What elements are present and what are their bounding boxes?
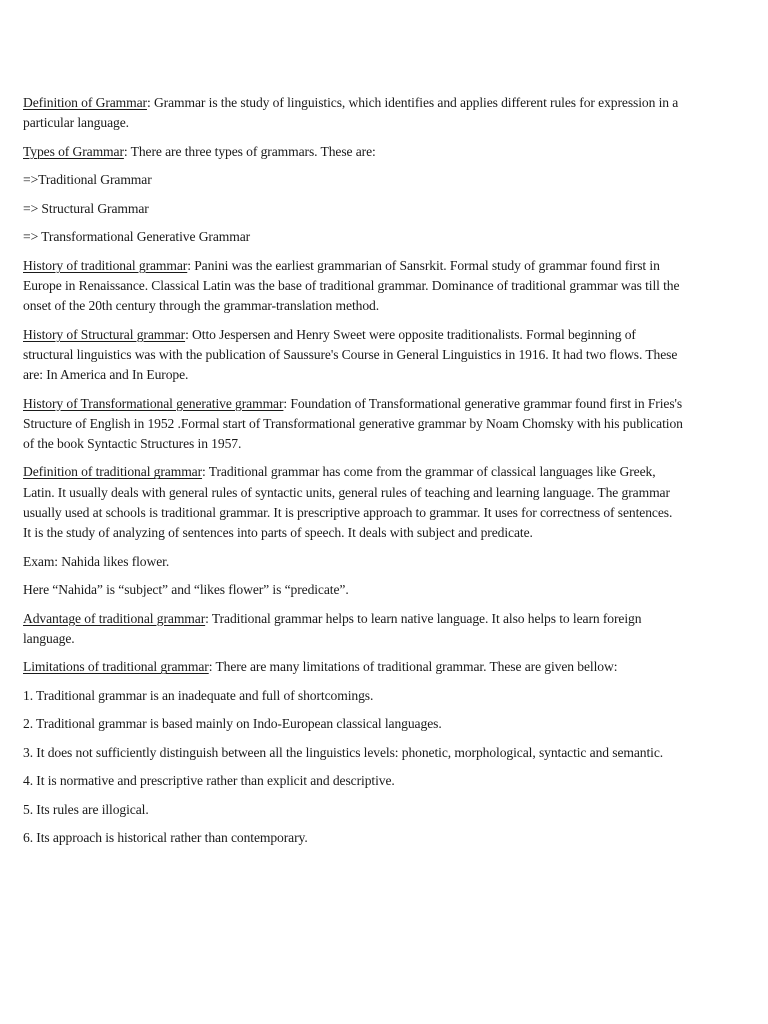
limitation-item-5 xyxy=(23,800,683,820)
limitation-item-6 xyxy=(23,828,683,848)
paragraph-history-transformational xyxy=(23,394,683,455)
paragraph-text: Exam: Nahida likes flower. xyxy=(23,553,170,569)
term-heading: Definition of Grammar xyxy=(23,95,147,110)
paragraph-text: 1. Traditional grammar is an inadequate and full of shortcomings. xyxy=(23,687,374,703)
paragraph-text: : Foundation of Transformational generative grammar found first in Fries's Structure of English in 1952 .Formal start of Transformational generative grammar by Noam Chomsky with his publication of the book Syntactic Structures in 1957. xyxy=(23,395,683,451)
term-heading: Advantage of traditional grammar xyxy=(23,610,206,626)
paragraph-text: 3. It does not sufficiently distinguish between all the linguistics levels: phonetic, morphological, syntactic and semantic. xyxy=(23,744,664,760)
term-heading: History of Transformational generative grammar xyxy=(23,395,284,411)
limitation-item-4 xyxy=(23,771,683,791)
paragraph-text: 6. Its approach is historical rather than contemporary. xyxy=(23,830,308,846)
paragraph-definition-traditional xyxy=(23,462,683,543)
paragraph-example-explanation xyxy=(23,580,683,600)
term-heading: Limitations of traditional grammar xyxy=(23,659,209,675)
paragraph-limitations xyxy=(23,657,683,677)
paragraph-text: Here “Nahida” is “subject” and “likes flower” is “predicate”. xyxy=(23,582,349,598)
list-item-traditional-grammar xyxy=(23,170,683,190)
limitation-item-3 xyxy=(23,743,683,763)
paragraph-example xyxy=(23,552,683,572)
paragraph-text: : Otto Jespersen and Henry Sweet were opposite traditionalists. Formal beginning of structural linguistics was with the publication of Saussure's Course in General Linguistics in 1916. It had two flows. These are: In America and In Europe. xyxy=(23,326,678,383)
document-body xyxy=(23,93,683,857)
limitation-item-1 xyxy=(23,686,683,706)
term-heading: Definition of traditional grammar xyxy=(23,464,203,480)
paragraph-text: : There are three types of grammars. These are: xyxy=(123,143,376,159)
paragraph-text: 2. Traditional grammar is based mainly on Indo-European classical languages. xyxy=(23,716,442,732)
term-heading: Types of Grammar xyxy=(23,143,124,159)
term-heading: History of traditional grammar xyxy=(23,257,188,273)
paragraph-text: => Structural Grammar xyxy=(23,200,149,216)
limitation-item-2 xyxy=(23,714,683,734)
list-item-transformational-generative-grammar xyxy=(23,227,683,247)
list-item-structural-grammar xyxy=(23,199,683,219)
paragraph-history-structural xyxy=(23,325,683,386)
paragraph-text: : Grammar is the study of linguistics, which identifies and applies different rules for expression in a particular language. xyxy=(23,95,679,131)
paragraph-definition-of-grammar xyxy=(23,93,683,133)
paragraph-types-of-grammar xyxy=(23,142,683,162)
paragraph-history-traditional xyxy=(23,256,683,317)
paragraph-text: => Transformational Generative Grammar xyxy=(23,229,251,245)
paragraph-text: : Traditional grammar has come from the grammar of classical languages like Greek, Latin. It usually deals with general rules of syntactic units, general rules of teaching and learning language. The grammar usually used at schools is traditional grammar. It is prescriptive approach to grammar. It uses for correctness of sentences. It is the study of analyzing of sentences into parts of speech. It deals with subject and predicate. xyxy=(23,464,673,541)
paragraph-text: =>Traditional Grammar xyxy=(23,172,152,188)
paragraph-text: : There are many limitations of traditional grammar. These are given bellow: xyxy=(208,659,618,675)
paragraph-text: 4. It is normative and prescriptive rather than explicit and descriptive. xyxy=(23,773,395,789)
term-heading: History of Structural grammar xyxy=(23,326,186,342)
paragraph-advantage xyxy=(23,609,683,649)
paragraph-text: 5. Its rules are illogical. xyxy=(23,801,149,817)
paragraph-text: : Panini was the earliest grammarian of Sansrkit. Formal study of grammar found first in Europe in Renaissance. Classical Latin was the base of traditional grammar. Dominance of traditional grammar was till the onset of the 20th century through the grammar-translation method. xyxy=(23,257,680,314)
paragraph-text: : Traditional grammar helps to learn native language. It also helps to learn foreign language. xyxy=(23,610,642,646)
